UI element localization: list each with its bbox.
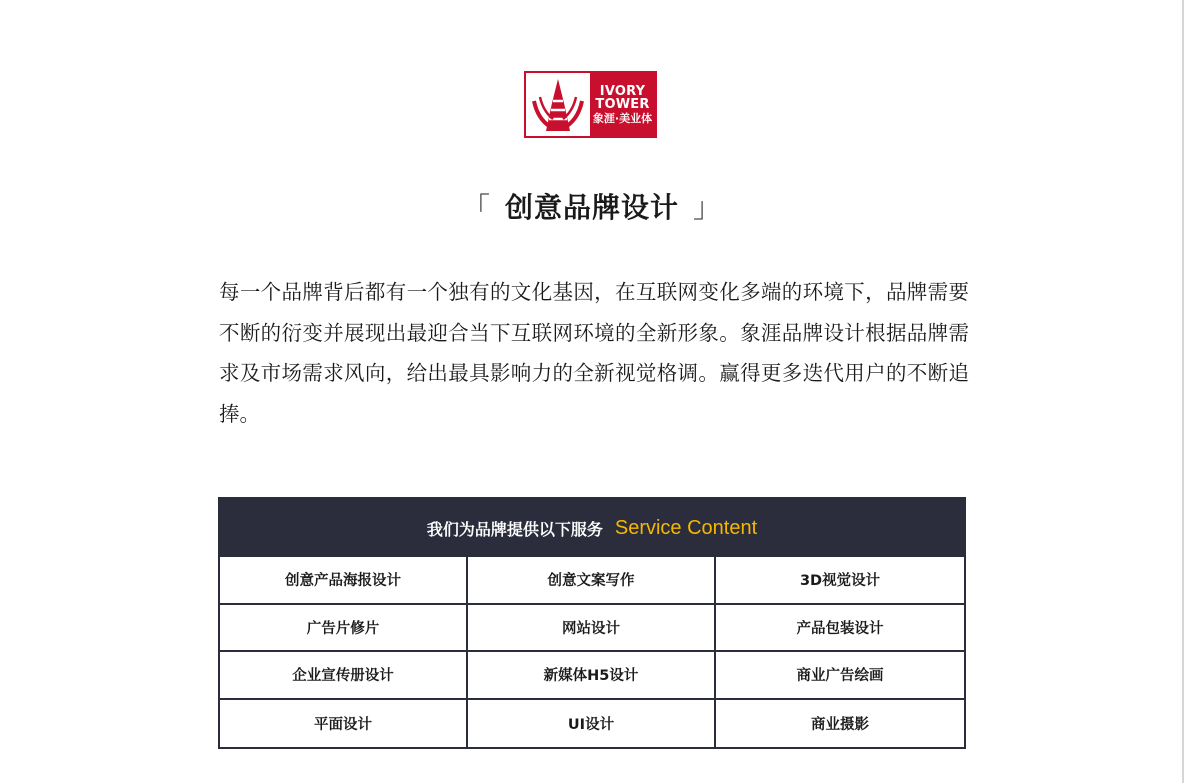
service-item: 商业广告绘画 <box>716 652 964 700</box>
logo-text-tower: TOWER <box>595 97 650 113</box>
services-grid <box>220 557 964 747</box>
service-item: 广告片修片 <box>220 605 468 653</box>
service-item: 网站设计 <box>468 605 716 653</box>
service-item: 平面设计 <box>220 700 468 748</box>
logo-text-chinese: 象涯·美业体 <box>592 111 653 125</box>
services-header-cn: 我们为品牌提供以下服务 <box>426 519 603 539</box>
service-item: 创意产品海报设计 <box>220 557 468 605</box>
logo-text-ivory: IVORY <box>599 83 646 99</box>
tower-emblem-icon <box>526 73 590 136</box>
page-title <box>0 186 1184 226</box>
services-header-en: Service Content <box>614 516 758 539</box>
brand-description: 每一个品牌背后都有一个独有的文化基因，在互联网变化多端的环境下，品牌需要不断的衍变并展现出最迎合当下互联网环境的全新形象。象涯品牌设计根据品牌需求及市场需求风向，给出最具影响力的全新视觉格调。赢得更多迭代用户的不断追捧。 <box>219 280 969 426</box>
service-item: 创意文案写作 <box>468 557 716 605</box>
services-header <box>220 499 964 557</box>
service-item: 3D视觉设计 <box>716 557 964 605</box>
title-open-bracket: 「 <box>461 191 491 224</box>
service-item: 新媒体H5设计 <box>468 652 716 700</box>
logo-wordmark <box>590 73 655 136</box>
title-close-bracket: 」 <box>693 191 723 224</box>
service-item: 商业摄影 <box>811 716 869 733</box>
service-item: UI设计 <box>468 700 716 748</box>
services-table <box>218 497 966 749</box>
title-text: 创意品牌设计 <box>504 191 679 224</box>
service-item: 企业宣传册设计 <box>220 652 468 700</box>
service-item: 产品包装设计 <box>716 605 964 653</box>
ivory-tower-logo <box>524 71 657 138</box>
